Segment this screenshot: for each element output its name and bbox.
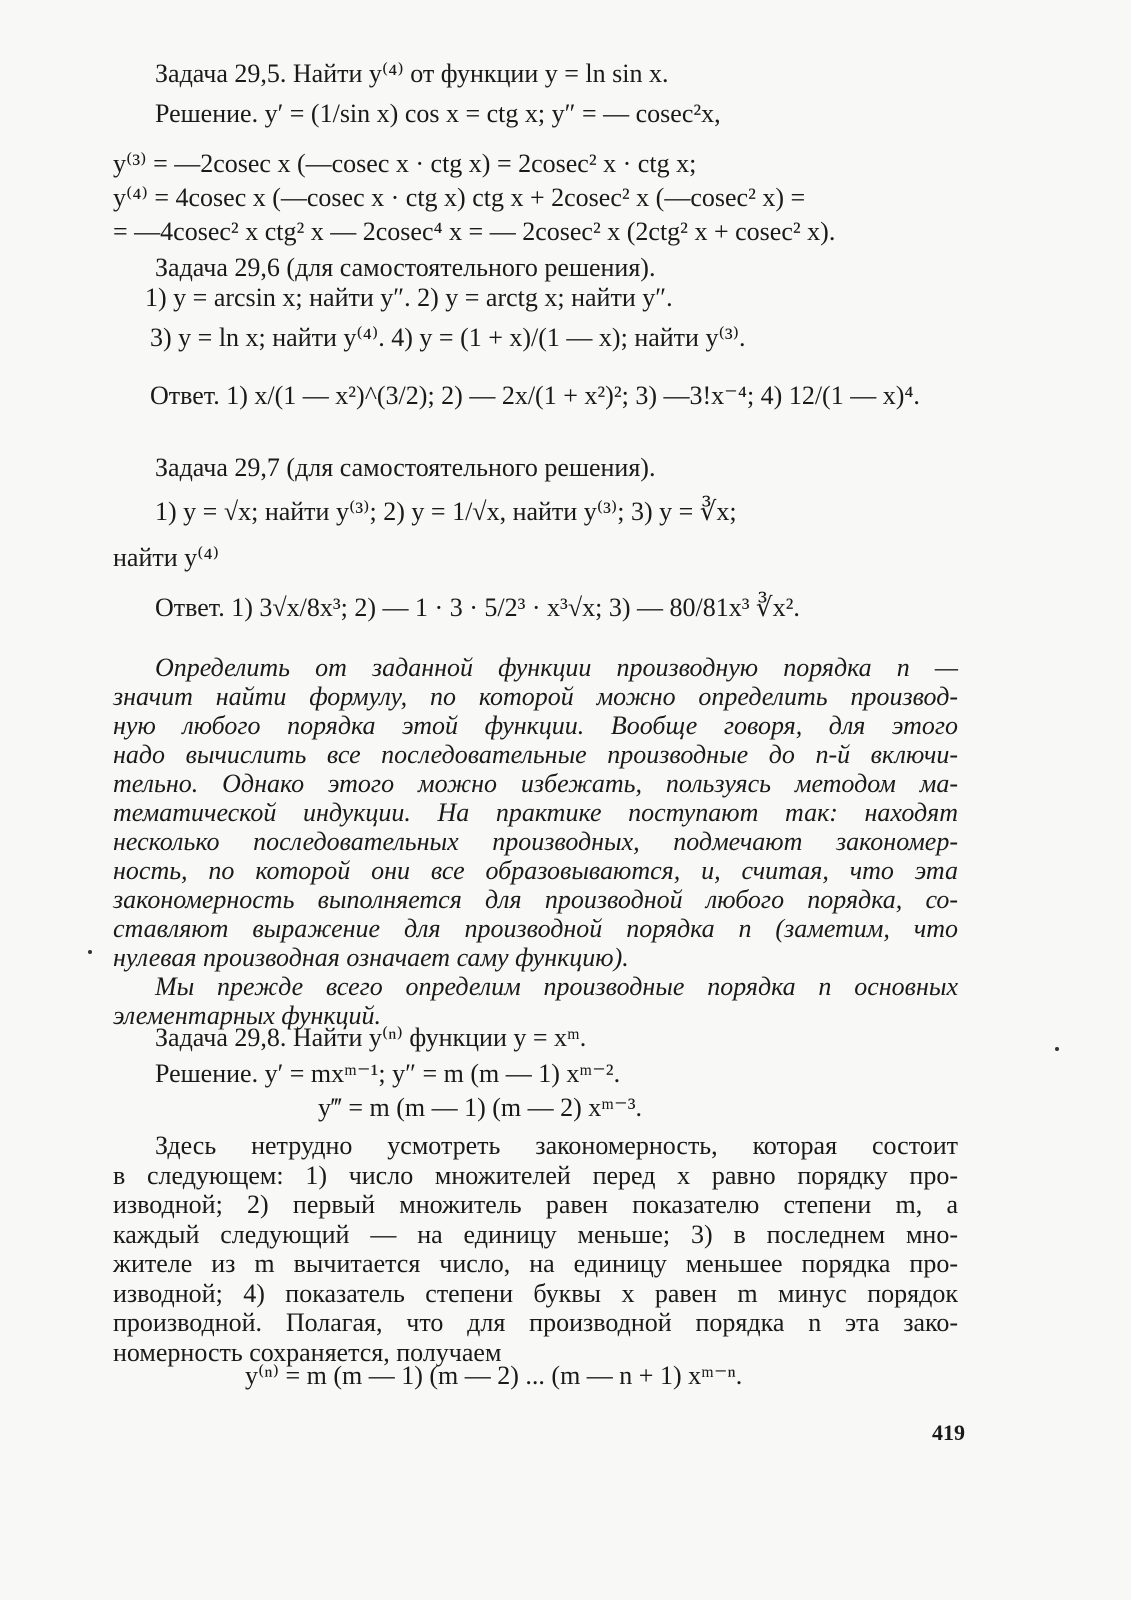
italic-paragraph-line: несколько последовательных производных, подмечают закономер- [113,827,958,856]
paragraph-line: жителе из m вычитается число, на единицу меньшее порядка про- [113,1249,958,1278]
page-number: 419 [932,1420,965,1445]
paragraph-line: номерность сохраняется, получаем [113,1337,502,1367]
task-29-5-heading: Задача 29,5. Найти y⁽⁴⁾ от функции y = ln sin x. [155,59,669,88]
task-29-8-line: y‴ = m (m — 1) (m — 2) xᵐ⁻³. [318,1093,643,1122]
paragraph-line: Здесь нетрудно усмотреть закономерность, которая состоит [155,1131,958,1160]
italic-paragraph-line: ставляют выражение для производной порядка n (заметим, что [113,914,958,943]
task-29-8-line: Решение. y′ = mxᵐ⁻¹; y″ = m (m — 1) xᵐ⁻². [155,1059,621,1088]
task-29-8-line: Задача 29,8. Найти y⁽ⁿ⁾ функции y = xᵐ. [155,1023,587,1052]
task-29-7-answer: Ответ. 1) 3√x/8x³; 2) — 1 · 3 · 5/2³ · x³√x; 3) — 80/81x³ ∛x². [155,593,800,622]
italic-paragraph-line: надо вычислить все последовательные производные до n-й включи- [113,740,958,769]
task-29-5-solution-line-1: Решение. y′ = (1/sin x) cos x = ctg x; y″ = — cosec²x, [155,99,721,128]
italic-paragraph-line: ность, по которой они все образовываются, и, считая, что эта [113,856,958,885]
task-29-5-solution-line-4: = —4cosec² x ctg² x — 2cosec⁴ x = — 2cosec² x (2ctg² x + cosec² x). [113,217,836,246]
paragraph-line: каждый следующий — на единицу меньше; 3) в последнем мно- [113,1219,958,1249]
task-29-6-heading: Задача 29,6 (для самостоятельного решения). [155,253,656,282]
margin-mark [88,950,92,954]
italic-paragraph-line: ную любого порядка этой функции. Вообще говоря, для этого [113,711,958,740]
italic-paragraph-line: Определить от заданной функции производную порядка n — [155,653,958,682]
italic-paragraph-line: значит найти формулу, по которой можно определить производ- [113,682,958,711]
italic-paragraph-line: Мы прежде всего определим производные порядка n основных [155,972,958,1001]
italic-paragraph-line: тельно. Однако этого можно избежать, пользуясь методом ма- [113,769,958,798]
task-29-7-items: 1) y = √x; найти y⁽³⁾; 2) y = 1/√x, найти y⁽³⁾; 3) y = ∛x; [155,497,737,526]
task-29-7-heading: Задача 29,7 (для самостоятельного решения). [155,453,656,482]
italic-paragraph-line: нулевая производная означает саму функцию). [113,943,629,972]
nth-derivative-formula: y⁽ⁿ⁾ = m (m — 1) (m — 2) ... (m — n + 1) xᵐ⁻ⁿ. [245,1361,743,1390]
task-29-7-items-cont: найти y⁽⁴⁾ [113,543,219,572]
margin-mark [1055,1047,1059,1051]
paragraph-line: изводной; 4) показатель степени буквы x равен m минус порядок [113,1278,958,1308]
task-29-6-items-3-4: 3) y = ln x; найти y⁽⁴⁾. 4) y = (1 + x)/(1 — x); найти y⁽³⁾. [150,323,746,352]
task-29-6-items-1-2: 1) y = arcsin x; найти y″. 2) y = arctg x; найти y″. [145,283,673,312]
italic-paragraph-line: закономерность выполняется для производной любого порядка, со- [113,885,958,914]
task-29-5-solution-line-2: y⁽³⁾ = —2cosec x (—cosec x · ctg x) = 2cosec² x · ctg x; [113,149,697,178]
paragraph-line: производной. Полагая, что для производной порядка n эта зако- [113,1308,958,1337]
task-29-5-solution-line-3: y⁽⁴⁾ = 4cosec x (—cosec x · ctg x) ctg x + 2cosec² x (—cosec² x) = [113,183,806,212]
paragraph-line: изводной; 2) первый множитель равен показателю степени m, а [113,1190,958,1219]
italic-paragraph-line: элементарных функций. [113,1001,382,1030]
italic-paragraph-line: тематической индукции. На практике поступают так: находят [113,798,958,827]
paragraph-line: в следующем: 1) число множителей перед x равно порядку про- [113,1160,958,1190]
task-29-6-answer: Ответ. 1) x/(1 — x²)^(3/2); 2) — 2x/(1 + x²)²; 3) —3!x⁻⁴; 4) 12/(1 — x)⁴. [150,381,920,410]
